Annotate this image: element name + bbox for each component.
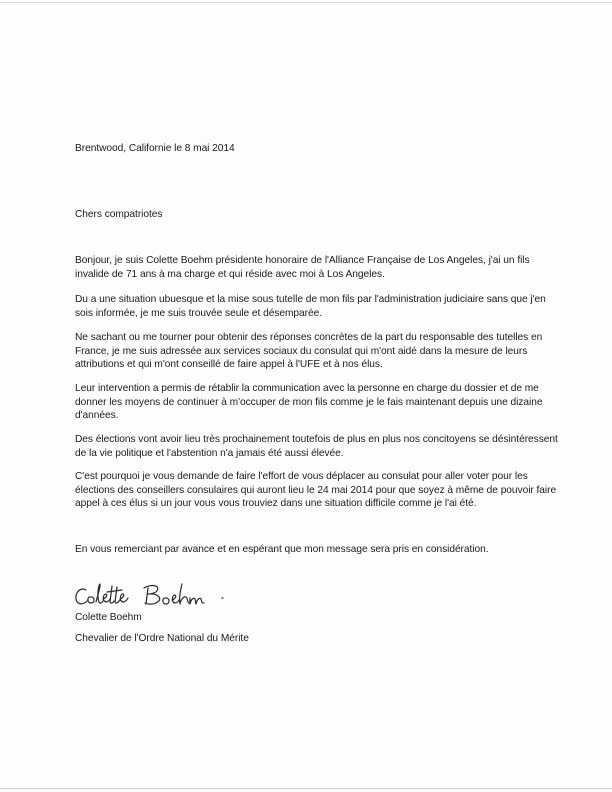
scan-top-edge [0,2,612,3]
paragraph-intervention: Leur intervention a permis de rétablir la communication avec la personne en charge du dossier et de me donner les moyens de continuer à m'occuper de mon fils comme je le fais maintenant depuis une dizaine d'années. [75,383,543,422]
scan-bottom-edge [0,788,612,789]
signer-title: Chevalier de l'Ordre National du Mérite [75,633,249,644]
paragraph-consulate-help: Ne sachant ou me tourner pour obtenir des réponses concrètes de la part du responsable des tutelles en France, je me suis adressée aux services sociaux du consulat qui m'ont aidé dans la mesure de leurs attributions et qui m'ont conseillé de faire appel à l'UFE et à nos élus. [75,332,543,371]
salutation: Chers compatriotes [75,209,163,220]
paragraph-situation: Du a une situation ubuesque et la mise sous tutelle de mon fils par l'administration judiciaire sans que j'en sois informée, je me suis trouvée seule et désemparée. [75,294,546,319]
paragraph-call-to-vote: C'est pourquoi je vous demande de faire l'effort de vous déplacer au consulat pour aller voter pour les élections des conseillers consulaires qui auront lieu le 24 mai 2014 pour que soyez à même de pouvoir faire appel à ces élus si un jour vous vous trouviez dans une situation difficile comme je l'ai été. [75,471,557,510]
signer-name: Colette Boehm [75,612,142,623]
handwritten-signature [72,574,272,614]
paragraph-elections: Des élections vont avoir lieu très prochainement toutefois de plus en plus nos concitoyens se désintéressent de la vie politique et l'abstention n'a jamais été aussi élevée. [75,434,558,459]
paragraph-introduction: Bonjour, je suis Colette Boehm présidente honoraire de l'Alliance Française de Los Angeles, j'ai un fils invalide de 71 ans à ma charge et qui réside avec moi à Los Angeles. [75,255,530,280]
closing-line: En vous remerciant par avance et en espérant que mon message sera pris en considération. [75,544,489,555]
place-date: Brentwood, Californie le 8 mai 2014 [75,143,235,154]
